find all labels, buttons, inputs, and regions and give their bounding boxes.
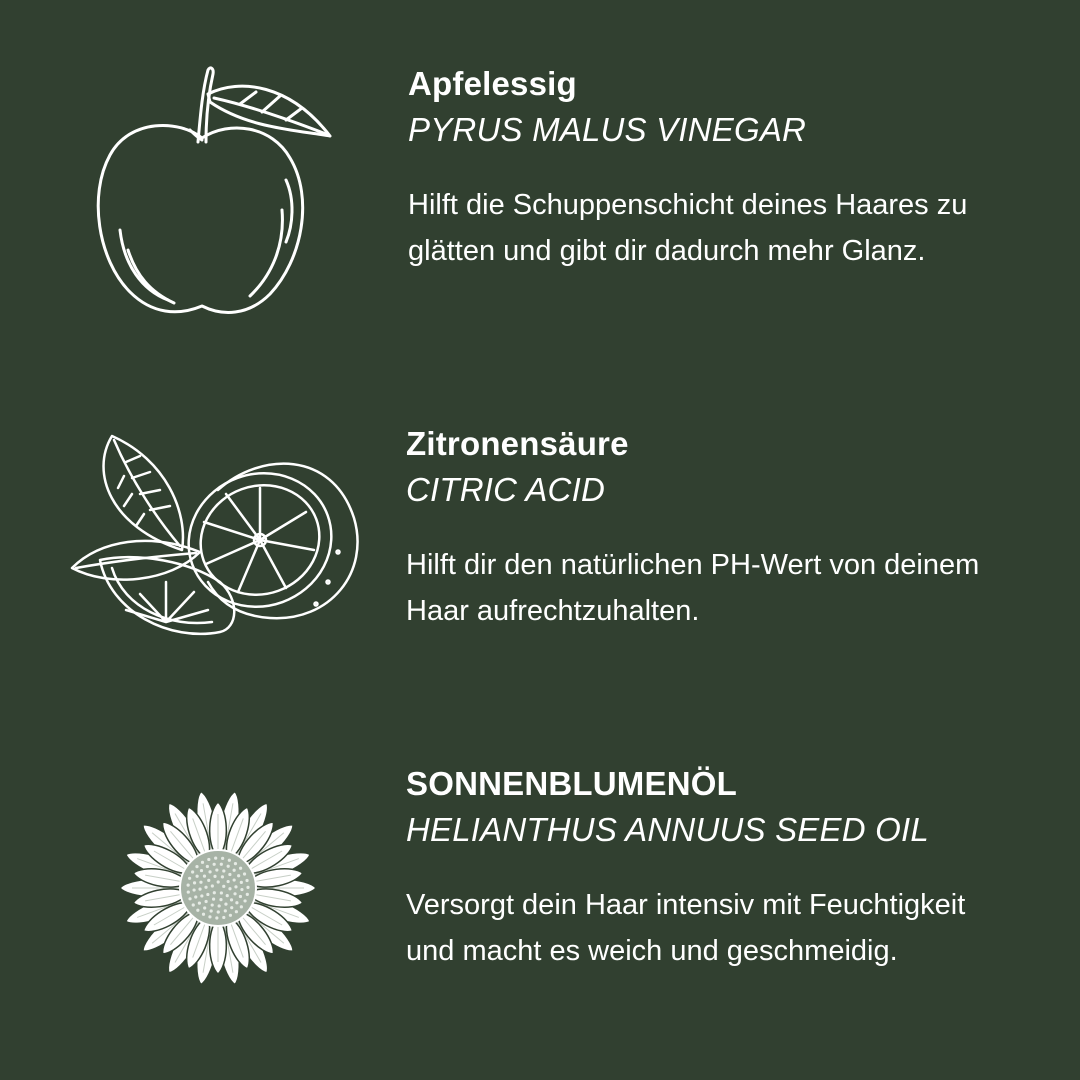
ingredient-latin-name: CITRIC ACID — [406, 471, 605, 508]
ingredient-description: Hilft die Schuppenschicht deines Haares zu glätten und gibt dir dadurch mehr Glanz. — [408, 189, 968, 267]
ingredient-latin-name: HELIANTHUS ANNUUS SEED OIL — [406, 811, 929, 848]
apple-icon — [90, 60, 340, 320]
ingredient-latin-name: PYRUS MALUS VINEGAR — [408, 111, 807, 148]
ingredient-name: Apfelessig — [408, 65, 577, 102]
ingredient-name: Zitronensäure — [406, 425, 629, 462]
ingredient-description: Hilft dir den natürlichen PH-Wert von deinem Haar aufrechtzuhalten. — [406, 549, 980, 627]
ingredient-description: Versorgt dein Haar intensiv mit Feuchtigkeit und macht es weich und geschmeidig. — [406, 889, 966, 967]
citrus-icon — [70, 432, 370, 647]
ingredient-name: SONNENBLUMENÖL — [406, 765, 737, 802]
sunflower-icon — [118, 788, 318, 988]
